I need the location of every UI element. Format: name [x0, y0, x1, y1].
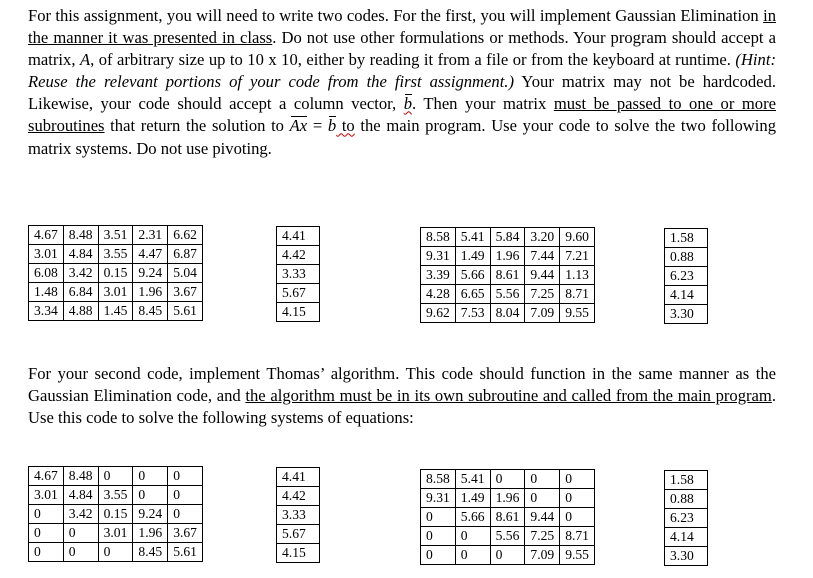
table-row — [277, 265, 320, 284]
matrix-cell: 0.88 — [665, 490, 708, 509]
thomas-matrix-2 — [420, 469, 595, 565]
table-row — [665, 248, 708, 267]
matrix-cell: 4.28 — [421, 285, 456, 304]
matrix-cell: 8.58 — [421, 470, 456, 489]
table-row — [29, 302, 203, 321]
table-row — [29, 467, 203, 486]
matrix-cell: 5.67 — [277, 525, 320, 544]
matrix-cell: 8.45 — [133, 302, 168, 321]
matrix-cell: 3.30 — [665, 305, 708, 324]
table-row — [29, 486, 203, 505]
matrix-cell: 0 — [168, 486, 203, 505]
vector-symbol-b: b — [404, 93, 412, 115]
table-row — [665, 267, 708, 286]
matrix-cell: 3.34 — [29, 302, 64, 321]
matrix-cell: 7.09 — [525, 546, 560, 565]
matrix-cell: 3.42 — [63, 264, 98, 283]
matrix-cell: 0 — [455, 527, 490, 546]
matrix-cell: 3.01 — [29, 245, 64, 264]
matrix-cell: 1.49 — [455, 489, 490, 508]
matrix-cell: 3.01 — [98, 524, 133, 543]
matrix-cell: 5.56 — [490, 527, 525, 546]
matrix-cell: 5.67 — [277, 284, 320, 303]
equation-ax: Ax — [290, 115, 308, 137]
table-row — [277, 525, 320, 544]
matrix-cell: 5.66 — [455, 266, 490, 285]
text-span: that return the solution to — [104, 116, 290, 136]
matrix-cell: 4.41 — [277, 468, 320, 487]
matrix-cell: 0 — [525, 489, 560, 508]
text-span: For this assignment, you will need to write two codes. For the first, you will implement Gaussian Elimination — [28, 6, 764, 25]
gauss-vector-1 — [276, 226, 320, 322]
matrix-cell: 1.96 — [490, 247, 525, 266]
matrix-cell: 0.88 — [665, 248, 708, 267]
matrix-cell: 0 — [490, 546, 525, 565]
matrix-cell: 8.45 — [133, 543, 168, 562]
matrix-cell: 3.01 — [29, 486, 64, 505]
matrix-cell: 8.58 — [421, 228, 456, 247]
matrix-cell: 3.67 — [168, 283, 203, 302]
matrix-symbol-a: A — [79, 50, 91, 70]
matrix-cell: 0 — [133, 486, 168, 505]
matrix-cell: 0.15 — [98, 505, 133, 524]
matrix-cell: 8.04 — [490, 304, 525, 323]
table-row — [421, 489, 595, 508]
matrix-cell: 5.66 — [455, 508, 490, 527]
thomas-matrix-1 — [28, 466, 203, 562]
table-row — [421, 470, 595, 489]
matrix-cell: 5.56 — [490, 285, 525, 304]
matrix-cell: 9.44 — [525, 508, 560, 527]
matrix-cell: 8.48 — [63, 467, 98, 486]
text-span: . Do not use other formulations or methods. Your program should accept a matrix, — [28, 28, 776, 70]
matrix-cell: 5.41 — [455, 228, 490, 247]
matrix-cell: 4.15 — [277, 544, 320, 563]
equation-equals: = — [307, 116, 328, 136]
matrix-cell: 1.13 — [560, 266, 595, 285]
matrix-cell: 0 — [525, 470, 560, 489]
matrix-cell: 4.84 — [63, 245, 98, 264]
table-row — [29, 505, 203, 524]
matrix-cell: 9.24 — [133, 264, 168, 283]
underlined-text-subroutines: must be passed to one or more subroutines — [28, 94, 776, 136]
underlined-text-own-subroutine: the algorithm must be in its own subroutine and called from the main program — [245, 386, 772, 406]
matrix-cell: 0 — [560, 489, 595, 508]
table-row — [277, 544, 320, 563]
table-row — [665, 229, 708, 248]
matrix-cell: 6.23 — [665, 509, 708, 528]
matrix-cell: 3.33 — [277, 265, 320, 284]
matrix-cell: 4.47 — [133, 245, 168, 264]
matrix-cell: 1.49 — [455, 247, 490, 266]
matrix-cell: 5.04 — [168, 264, 203, 283]
thomas-vector-2 — [664, 470, 708, 566]
table-row — [29, 283, 203, 302]
assignment-paragraph-gaussian — [28, 5, 776, 160]
matrix-cell: 0 — [421, 527, 456, 546]
matrix-cell: 8.71 — [560, 527, 595, 546]
matrix-cell: 9.55 — [560, 304, 595, 323]
equation-b: b — [328, 115, 336, 137]
matrix-cell: 1.96 — [133, 524, 168, 543]
text-span-to: to — [336, 116, 355, 136]
matrix-cell: 4.41 — [277, 227, 320, 246]
matrix-cell: 7.21 — [560, 247, 595, 266]
text-span: Your matrix may not be hardcoded. Likewise, your code should accept a column vector, — [28, 72, 776, 114]
matrix-cell: 7.53 — [455, 304, 490, 323]
gauss-vector-2 — [664, 228, 708, 324]
matrix-cell: 6.23 — [665, 267, 708, 286]
table-row — [277, 303, 320, 322]
matrix-cell: 4.42 — [277, 246, 320, 265]
matrix-cell: 3.55 — [98, 245, 133, 264]
matrix-cell: 7.09 — [525, 304, 560, 323]
table-row — [277, 487, 320, 506]
matrix-cell: 3.55 — [98, 486, 133, 505]
matrix-cell: 8.61 — [490, 508, 525, 527]
matrix-cell: 3.42 — [63, 505, 98, 524]
matrix-cell: 0 — [98, 543, 133, 562]
matrix-cell: 3.30 — [665, 547, 708, 566]
text-span: , of arbitrary size up to 10 x 10, either by reading it from a file or from the keyboard at runtime. — [90, 50, 736, 70]
thomas-vector-1 — [276, 467, 320, 563]
table-row — [29, 264, 203, 283]
matrix-cell: 0 — [168, 505, 203, 524]
table-row — [665, 490, 708, 509]
matrix-cell: 8.48 — [63, 226, 98, 245]
matrix-cell: 0 — [168, 467, 203, 486]
matrix-cell: 6.65 — [455, 285, 490, 304]
matrix-cell: 0 — [560, 470, 595, 489]
matrix-cell: 2.31 — [133, 226, 168, 245]
matrix-cell: 1.48 — [29, 283, 64, 302]
matrix-cell: 4.67 — [29, 226, 64, 245]
table-row — [29, 226, 203, 245]
table-row — [665, 509, 708, 528]
matrix-cell: 1.45 — [98, 302, 133, 321]
matrix-cell: 6.08 — [29, 264, 64, 283]
matrix-cell: 6.62 — [168, 226, 203, 245]
matrix-cell: 4.14 — [665, 286, 708, 305]
matrix-cell: 9.31 — [421, 247, 456, 266]
matrix-cell: 7.25 — [525, 527, 560, 546]
matrix-cell: 0 — [421, 508, 456, 527]
table-row — [421, 228, 595, 247]
matrix-cell: 1.58 — [665, 229, 708, 248]
matrix-cell: 0 — [29, 524, 64, 543]
matrix-cell: 9.55 — [560, 546, 595, 565]
table-row — [29, 245, 203, 264]
matrix-cell: 3.39 — [421, 266, 456, 285]
matrix-cell: 0 — [490, 470, 525, 489]
matrix-cell: 5.84 — [490, 228, 525, 247]
table-row — [665, 528, 708, 547]
matrix-cell: 0 — [29, 505, 64, 524]
matrix-cell: 4.84 — [63, 486, 98, 505]
matrix-cell: 3.33 — [277, 506, 320, 525]
matrix-cell: 4.88 — [63, 302, 98, 321]
text-span: . Use this code to solve the following systems of equations: — [28, 386, 776, 428]
matrix-cell: 3.20 — [525, 228, 560, 247]
matrix-cell: 0 — [29, 543, 64, 562]
table-row — [277, 227, 320, 246]
matrix-cell: 8.71 — [560, 285, 595, 304]
matrix-cell: 7.25 — [525, 285, 560, 304]
table-row — [277, 246, 320, 265]
matrix-cell: 4.15 — [277, 303, 320, 322]
matrix-cell: 0 — [133, 467, 168, 486]
matrix-cell: 0 — [560, 508, 595, 527]
matrix-cell: 5.61 — [168, 543, 203, 562]
matrix-cell: 5.41 — [455, 470, 490, 489]
matrix-cell: 3.01 — [98, 283, 133, 302]
matrix-cell: 9.62 — [421, 304, 456, 323]
matrix-cell: 9.24 — [133, 505, 168, 524]
matrix-cell: 0 — [63, 543, 98, 562]
matrix-cell: 8.61 — [490, 266, 525, 285]
matrix-cell: 0 — [421, 546, 456, 565]
matrix-cell: 0 — [63, 524, 98, 543]
underlined-text-in-class: in the manner it was presented in class — [28, 6, 776, 48]
matrix-cell: 6.87 — [168, 245, 203, 264]
table-row — [421, 546, 595, 565]
assignment-paragraph-thomas — [28, 363, 776, 429]
table-row — [421, 527, 595, 546]
hint-italic-text: (Hint: Reuse the relevant portions of your code from the first assignment.) — [28, 50, 776, 92]
matrix-cell: 0.15 — [98, 264, 133, 283]
matrix-cell: 9.31 — [421, 489, 456, 508]
table-row — [277, 506, 320, 525]
table-row — [665, 286, 708, 305]
table-row — [421, 304, 595, 323]
matrix-cell: 6.84 — [63, 283, 98, 302]
text-span: . Then your matrix — [412, 94, 554, 114]
gauss-matrix-1 — [28, 225, 203, 321]
matrix-cell: 4.14 — [665, 528, 708, 547]
matrix-cell: 4.67 — [29, 467, 64, 486]
table-row — [421, 285, 595, 304]
matrix-cell: 1.96 — [490, 489, 525, 508]
matrix-cell: 7.44 — [525, 247, 560, 266]
table-row — [277, 284, 320, 303]
table-row — [421, 247, 595, 266]
matrix-cell: 9.60 — [560, 228, 595, 247]
matrix-cell: 9.44 — [525, 266, 560, 285]
table-row — [29, 543, 203, 562]
matrix-cell: 5.61 — [168, 302, 203, 321]
table-row — [277, 468, 320, 487]
text-span: For your second code, implement Thomas’ algorithm. This code should function in the same manner as the Gaussian Elimination code, and — [28, 364, 776, 406]
table-row — [665, 305, 708, 324]
table-row — [665, 547, 708, 566]
matrix-cell: 0 — [98, 467, 133, 486]
table-row — [665, 471, 708, 490]
matrix-cell: 1.58 — [665, 471, 708, 490]
matrix-cell: 0 — [455, 546, 490, 565]
table-row — [29, 524, 203, 543]
matrix-cell: 3.51 — [98, 226, 133, 245]
gauss-matrix-2 — [420, 227, 595, 323]
matrix-cell: 3.67 — [168, 524, 203, 543]
matrix-cell: 4.42 — [277, 487, 320, 506]
table-row — [421, 266, 595, 285]
table-row — [421, 508, 595, 527]
text-span: the main program. Use your code to solve the two following matrix systems. Do not use pivoting. — [28, 116, 776, 158]
matrix-cell: 1.96 — [133, 283, 168, 302]
